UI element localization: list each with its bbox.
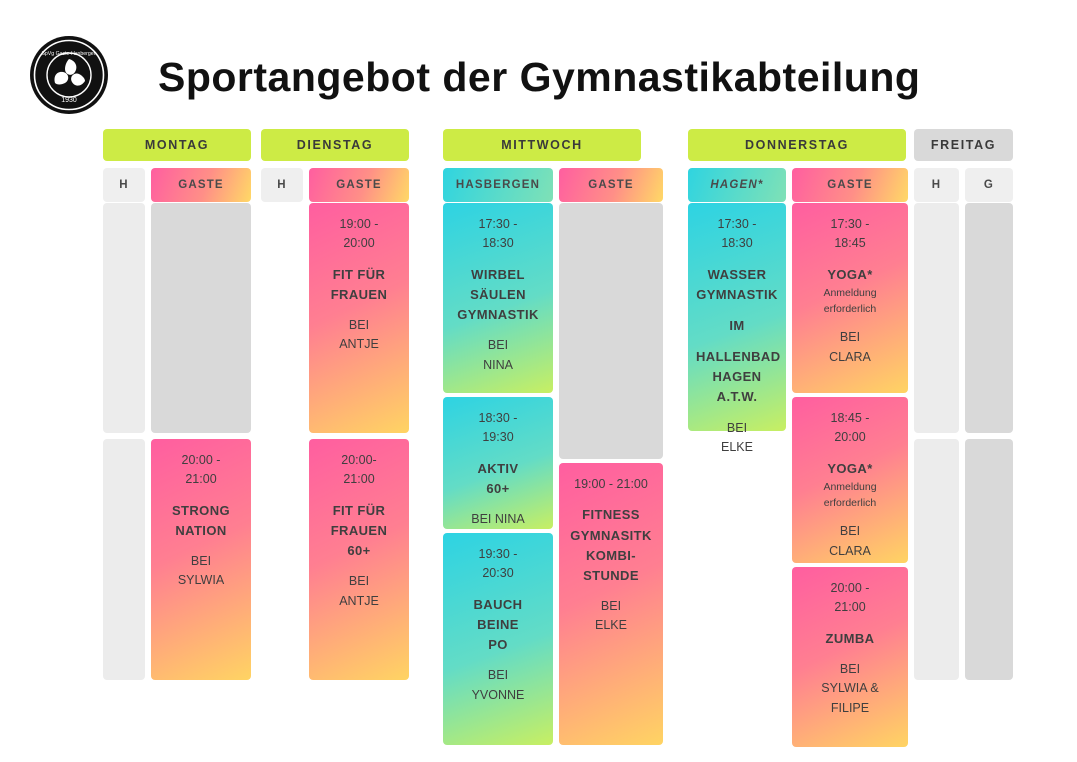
course-detail: 17:30 -	[478, 217, 518, 231]
spacer	[800, 649, 900, 660]
empty-cell	[965, 203, 1013, 433]
course-detail: 19:00 - 21:00	[574, 477, 648, 491]
course-detail: BEI	[839, 524, 861, 539]
course-detail: 18:30	[482, 236, 514, 251]
course-cell[interactable]	[309, 203, 409, 433]
page-header	[0, 24, 1077, 119]
day-column-donnerstag	[688, 129, 906, 715]
course-detail: CLARA	[829, 349, 871, 364]
course-cell[interactable]	[559, 463, 663, 745]
course-detail: ELKE	[721, 439, 753, 454]
course-name: FITNESS	[582, 507, 640, 523]
course-name: GYMNASTIK	[696, 286, 778, 302]
course-detail: ANTJE	[339, 337, 379, 352]
course-detail: 20:00 -	[830, 581, 870, 595]
spacer	[800, 317, 900, 328]
spacer	[696, 408, 778, 419]
course-detail: 17:30 -	[717, 217, 757, 231]
course-name: IM	[729, 318, 745, 334]
empty-cell	[103, 439, 145, 680]
course-detail: BEI	[487, 668, 509, 683]
course-name: HALLENBAD	[696, 349, 781, 365]
course-detail: BEI NINA	[471, 512, 525, 527]
venue-label: HAGEN*	[688, 168, 786, 202]
course-name: HAGEN A.T.W.	[712, 369, 762, 405]
venue-label: GASTE	[309, 168, 409, 202]
course-note: erforderlich	[823, 303, 877, 316]
course-detail: FILIPE	[830, 700, 870, 715]
course-detail: 19:30	[482, 430, 514, 445]
course-cell[interactable]	[151, 439, 251, 680]
course-detail: ELKE	[595, 618, 627, 633]
spacer	[567, 494, 655, 505]
day-header: MITTWOCH	[443, 129, 641, 161]
course-name: FIT FÜR	[332, 266, 386, 282]
spacer	[696, 305, 778, 316]
empty-cell	[914, 439, 959, 680]
spacer	[800, 511, 900, 522]
spacer	[800, 618, 900, 629]
spacer	[451, 254, 545, 265]
spacer	[317, 490, 401, 501]
svg-text:1930: 1930	[61, 97, 77, 104]
course-name: FRAUEN	[330, 286, 388, 302]
empty-cell	[965, 439, 1013, 680]
course-detail: BEI	[348, 574, 370, 589]
course-note: Anmeldung	[823, 286, 877, 299]
course-detail: 21:00	[185, 472, 217, 487]
day-column-mittwoch	[443, 129, 652, 702]
empty-cell	[914, 203, 959, 433]
course-detail: ANTJE	[339, 593, 379, 608]
course-detail: BEI	[726, 420, 748, 435]
day-header: DONNERSTAG	[688, 129, 906, 161]
course-detail: 17:30 -	[830, 217, 870, 231]
course-cell[interactable]	[792, 203, 908, 393]
course-detail: 20:00 -	[181, 453, 221, 467]
spacer	[567, 586, 655, 597]
venue-label: GASTE	[792, 168, 908, 202]
course-name: PO	[488, 637, 508, 653]
course-detail: 18:45	[834, 236, 866, 251]
venue-row	[103, 168, 251, 202]
venue-row	[688, 168, 908, 202]
course-cell[interactable]	[443, 203, 553, 393]
day-column-montag	[103, 129, 251, 588]
spacer	[696, 254, 778, 265]
venue-row	[443, 168, 663, 202]
day-header: DIENSTAG	[261, 129, 409, 161]
course-name: BAUCH	[473, 596, 523, 612]
course-detail: YVONNE	[471, 687, 525, 702]
course-cell[interactable]	[309, 439, 409, 680]
spacer	[317, 305, 401, 316]
course-detail: BEI	[348, 318, 370, 333]
empty-cell	[103, 203, 145, 433]
course-cell[interactable]	[443, 397, 553, 529]
day-column-freitag	[914, 129, 1013, 191]
course-detail: BEI	[600, 598, 622, 613]
spacer	[451, 499, 545, 510]
course-detail: BEI	[839, 661, 861, 676]
spacer	[159, 490, 243, 501]
course-detail: BEI	[190, 554, 212, 569]
venue-label: H	[103, 168, 145, 202]
page-title: Sportangebot der Gymnastikabteilung	[158, 54, 921, 100]
venue-row	[261, 168, 409, 202]
spacer	[317, 254, 401, 265]
spacer	[800, 448, 900, 459]
course-detail: 19:30 -	[478, 547, 518, 561]
course-cell[interactable]	[443, 533, 553, 745]
course-name: BEINE	[477, 616, 519, 632]
course-name: YOGA*	[827, 266, 873, 282]
course-detail: BEI	[487, 338, 509, 353]
course-cell[interactable]	[792, 397, 908, 563]
venue-label: GASTE	[559, 168, 663, 202]
empty-cell	[559, 203, 663, 459]
course-cell[interactable]	[688, 203, 786, 454]
course-detail: 18:30	[721, 236, 753, 251]
course-detail: NINA	[483, 357, 513, 372]
course-detail: 20:00	[343, 236, 375, 251]
venue-label: HASBERGEN	[443, 168, 553, 202]
spacer	[451, 325, 545, 336]
day-header: FREITAG	[914, 129, 1013, 161]
spacer	[317, 561, 401, 572]
course-detail: 19:00 -	[339, 217, 379, 231]
spacer	[451, 448, 545, 459]
day-header: MONTAG	[103, 129, 251, 161]
course-name: 60+	[347, 543, 371, 559]
course-name: YOGA*	[827, 460, 873, 476]
course-name: FRAUEN	[330, 522, 388, 538]
course-detail: 20:30	[482, 566, 514, 581]
spacer	[451, 584, 545, 595]
course-detail: SYLWIA &	[821, 681, 879, 696]
svg-text:SpVg Gaste-Hasbergen: SpVg Gaste-Hasbergen	[41, 51, 97, 57]
course-detail: 18:45 -	[830, 411, 870, 425]
course-name: KOMBI-	[585, 547, 637, 563]
empty-cell	[151, 203, 251, 433]
course-name: FIT FÜR	[332, 502, 386, 518]
course-cell[interactable]	[792, 567, 908, 747]
course-detail: 21:00	[343, 472, 375, 487]
course-name: WASSER	[707, 266, 767, 282]
course-detail: 20:00-	[341, 453, 377, 467]
course-name: NATION	[175, 522, 227, 538]
course-name: WIRBEL	[471, 266, 525, 282]
course-name: ZUMBA	[825, 630, 875, 646]
venue-label: H	[261, 168, 303, 202]
venue-label: GASTE	[151, 168, 251, 202]
course-detail: 18:30 -	[478, 411, 518, 425]
course-name: SÄULEN	[470, 286, 526, 302]
course-name: GYMNASTIK	[457, 307, 539, 323]
venue-label: H	[914, 168, 959, 202]
venue-row	[914, 168, 1013, 202]
day-column-dienstag	[261, 129, 409, 608]
course-name: STUNDE	[583, 567, 639, 583]
spacer	[451, 655, 545, 666]
course-detail: SYLWIA	[177, 573, 225, 588]
course-name: AKTIV	[477, 460, 519, 476]
spacer	[159, 541, 243, 552]
schedule-grid	[103, 129, 1013, 749]
club-logo	[30, 36, 108, 114]
course-note: Anmeldung	[823, 480, 877, 493]
course-detail: 21:00	[834, 600, 866, 615]
course-detail: 20:00	[834, 430, 866, 445]
spacer	[800, 254, 900, 265]
course-detail: CLARA	[829, 543, 871, 558]
course-note: erforderlich	[823, 497, 877, 510]
venue-label: G	[965, 168, 1013, 202]
course-name: STRONG	[171, 502, 230, 518]
course-name: GYMNASITK	[570, 527, 652, 543]
course-name: 60+	[486, 480, 510, 496]
spacer	[696, 336, 778, 347]
course-detail: BEI	[839, 330, 861, 345]
